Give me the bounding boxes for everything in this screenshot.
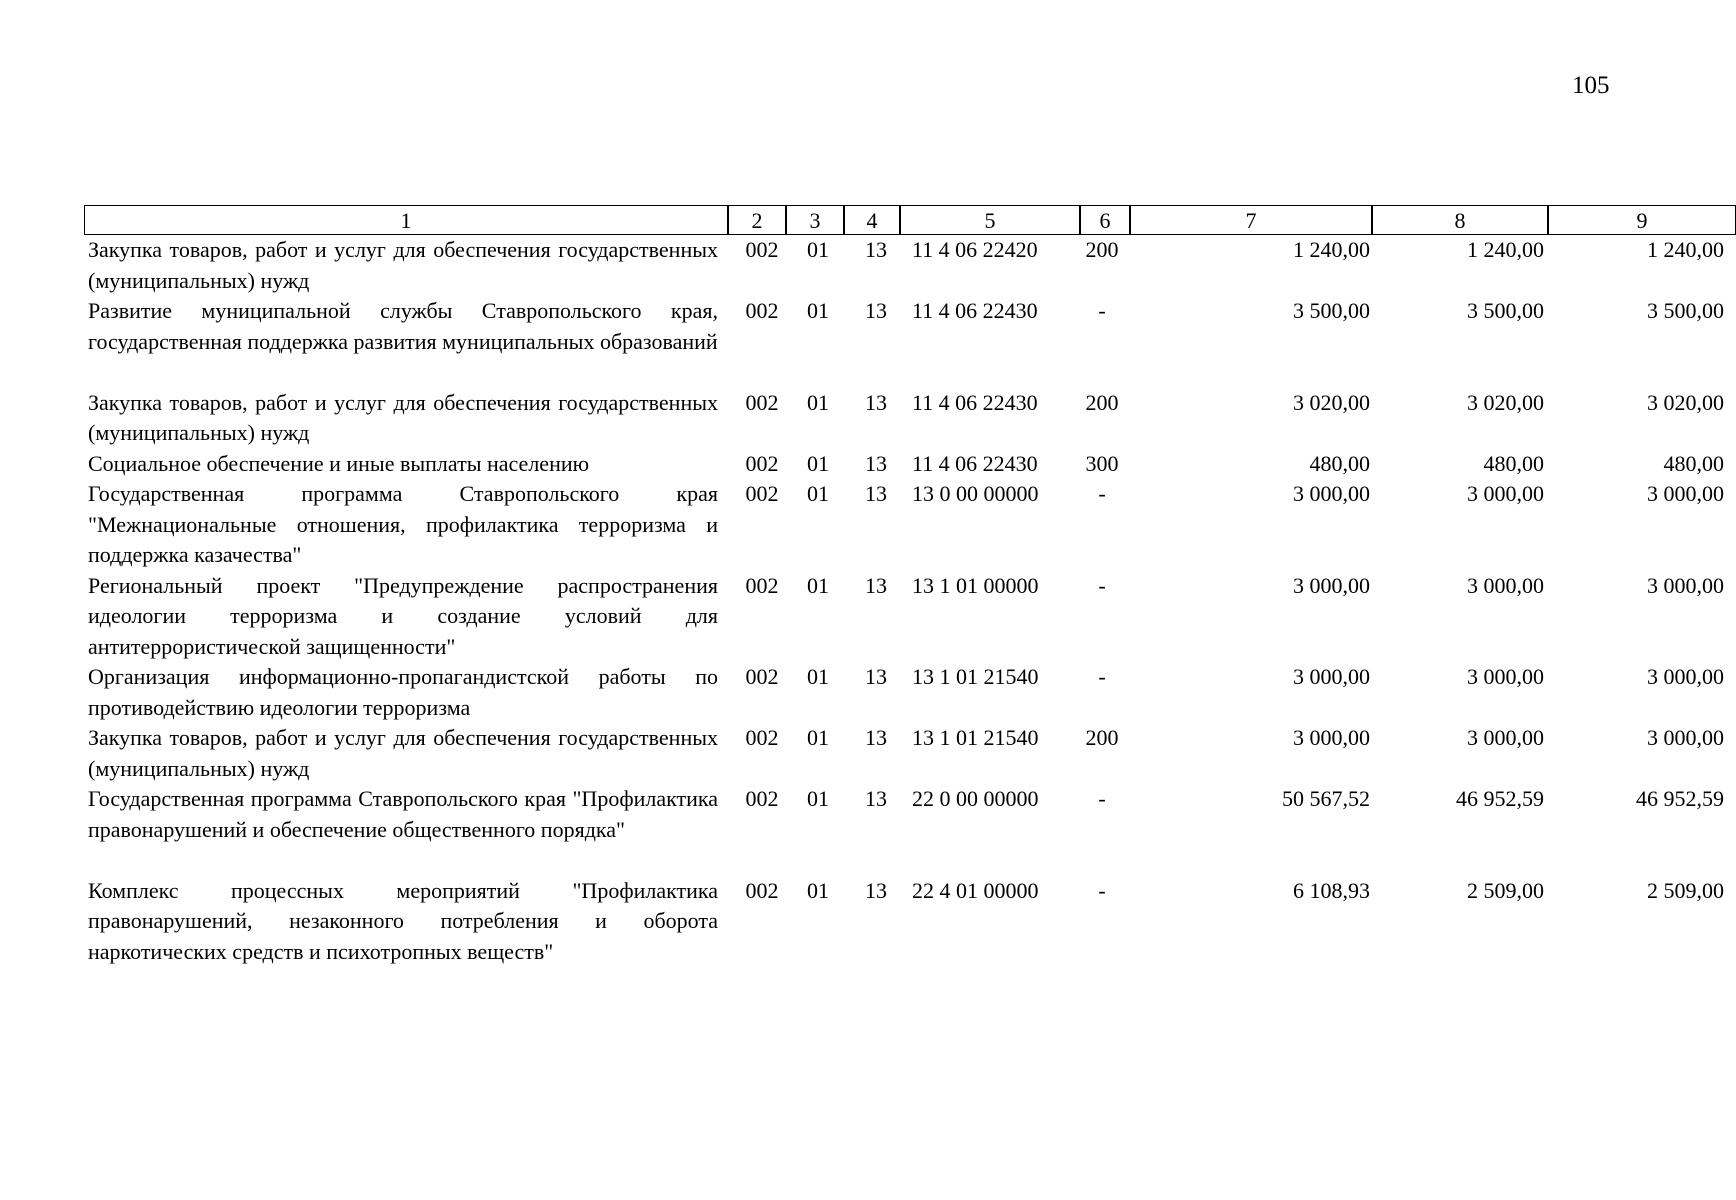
table-row	[84, 876, 1724, 968]
amount-col-9: 3 500,00	[1647, 298, 1724, 323]
code-subsection: 13	[865, 572, 887, 598]
table-row	[84, 571, 1724, 663]
header-col-5: 5	[900, 205, 1080, 235]
code-subsection: 13	[865, 298, 887, 323]
row-name: Закупка товаров, работ и услуг для обеспечения государственных (муниципальных) нужд	[88, 389, 718, 445]
row-name: Государственная программа Ставропольского края "Межнациональные отношения, профилактика терроризма и поддержка казачества"	[88, 481, 718, 567]
code-admin: 002	[745, 481, 779, 506]
amount-col-7: 3 000,00	[1293, 572, 1370, 598]
code-admin: 002	[745, 877, 779, 903]
amount-col-7: 6 108,93	[1293, 877, 1370, 903]
code-admin: 002	[745, 664, 779, 689]
code-target: 13 0 00 00000	[912, 481, 1039, 506]
amount-col-8: 46 952,59	[1456, 786, 1544, 811]
header-col-8: 8	[1372, 205, 1548, 235]
page-number: 105	[1572, 72, 1610, 99]
code-subsection: 13	[865, 481, 887, 506]
code-expense-type: -	[1098, 572, 1106, 598]
amount-col-8: 480,00	[1483, 450, 1544, 476]
amount-col-7: 50 567,52	[1282, 786, 1370, 811]
amount-col-8: 3 500,00	[1467, 298, 1544, 323]
code-admin: 002	[745, 450, 779, 476]
row-name: Государственная программа Ставропольского края "Профилактика правонарушений и обеспечение общественного порядка"	[88, 786, 718, 842]
code-section: 01	[807, 237, 829, 262]
amount-col-9: 3 000,00	[1647, 664, 1724, 689]
table-row	[84, 784, 1724, 876]
code-expense-type: -	[1098, 481, 1106, 506]
row-name: Закупка товаров, работ и услуг для обеспечения государственных (муниципальных) нужд	[88, 237, 718, 293]
table-row	[84, 388, 1724, 449]
table-row	[84, 662, 1724, 723]
code-expense-type: -	[1098, 877, 1106, 903]
code-target: 11 4 06 22420	[912, 237, 1038, 262]
amount-col-8: 3 000,00	[1467, 725, 1544, 750]
code-subsection: 13	[865, 450, 887, 476]
amount-col-8: 3 020,00	[1467, 389, 1544, 415]
code-target: 11 4 06 22430	[912, 450, 1038, 476]
code-admin: 002	[745, 725, 779, 750]
code-section: 01	[807, 450, 829, 476]
code-target: 11 4 06 22430	[912, 389, 1038, 415]
table-header	[84, 205, 1664, 235]
code-section: 01	[807, 389, 829, 415]
amount-col-8: 1 240,00	[1467, 237, 1544, 262]
code-section: 01	[807, 664, 829, 689]
amount-col-9: 480,00	[1663, 450, 1724, 476]
code-expense-type: 200	[1085, 237, 1119, 262]
table-row	[84, 479, 1724, 571]
header-col-2: 2	[728, 205, 786, 235]
code-expense-type: -	[1098, 664, 1106, 689]
header-col-9: 9	[1548, 205, 1736, 235]
code-admin: 002	[745, 572, 779, 598]
code-subsection: 13	[865, 725, 887, 750]
code-admin: 002	[745, 786, 779, 811]
header-col-3: 3	[786, 205, 844, 235]
header-col-4: 4	[844, 205, 900, 235]
code-target: 22 0 00 00000	[912, 786, 1039, 811]
code-section: 01	[807, 572, 829, 598]
amount-col-9: 3 000,00	[1647, 725, 1724, 750]
code-section: 01	[807, 725, 829, 750]
code-subsection: 13	[865, 786, 887, 811]
row-name: Комплекс процессных мероприятий "Профилактика правонарушений, незаконного потребления и оборота наркотических средств и психотропных веществ"	[88, 877, 718, 964]
code-subsection: 13	[865, 664, 887, 689]
table-row	[84, 235, 1724, 296]
code-target: 13 1 01 21540	[912, 725, 1039, 750]
amount-col-9: 1 240,00	[1647, 237, 1724, 262]
code-target: 13 1 01 00000	[912, 572, 1039, 598]
code-section: 01	[807, 481, 829, 506]
code-subsection: 13	[865, 237, 887, 262]
code-expense-type: 200	[1085, 389, 1119, 415]
row-name: Закупка товаров, работ и услуг для обеспечения государственных (муниципальных) нужд	[88, 725, 718, 781]
table-row	[84, 449, 1724, 480]
code-admin: 002	[745, 237, 779, 262]
code-expense-type: 200	[1085, 725, 1119, 750]
code-section: 01	[807, 877, 829, 903]
amount-col-7: 1 240,00	[1293, 237, 1370, 262]
row-name: Социальное обеспечение и иные выплаты населению	[88, 450, 590, 476]
amount-col-9: 2 509,00	[1647, 877, 1724, 903]
amount-col-7: 480,00	[1309, 450, 1370, 476]
code-expense-type: 300	[1085, 450, 1119, 476]
header-col-6: 6	[1080, 205, 1130, 235]
code-subsection: 13	[865, 877, 887, 903]
code-section: 01	[807, 298, 829, 323]
amount-col-9: 3 000,00	[1647, 572, 1724, 598]
table-row	[84, 723, 1724, 784]
amount-col-8: 3 000,00	[1467, 481, 1544, 506]
amount-col-7: 3 000,00	[1293, 481, 1370, 506]
amount-col-9: 46 952,59	[1636, 786, 1724, 811]
table-body	[84, 235, 1724, 967]
row-name: Региональный проект "Предупреждение распространения идеологии терроризма и создание условий для антитеррористической защищенности"	[88, 572, 718, 659]
code-target: 22 4 01 00000	[912, 877, 1039, 903]
row-name: Организация информационно-пропагандистской работы по противодействию идеологии терроризма	[88, 664, 718, 720]
amount-col-8: 2 509,00	[1467, 877, 1544, 903]
code-expense-type: -	[1098, 786, 1106, 811]
amount-col-7: 3 500,00	[1293, 298, 1370, 323]
budget-table	[84, 205, 1724, 967]
code-target: 11 4 06 22430	[912, 298, 1038, 323]
amount-col-7: 3 000,00	[1293, 664, 1370, 689]
amount-col-9: 3 000,00	[1647, 481, 1724, 506]
code-target: 13 1 01 21540	[912, 664, 1039, 689]
table-row	[84, 296, 1724, 388]
amount-col-9: 3 020,00	[1647, 389, 1724, 415]
code-subsection: 13	[865, 389, 887, 415]
header-col-1: 1	[84, 205, 728, 235]
code-admin: 002	[745, 389, 779, 415]
header-col-7: 7	[1130, 205, 1372, 235]
row-name: Развитие муниципальной службы Ставропольского края, государственная поддержка развития муниципальных образований	[88, 298, 718, 354]
code-expense-type: -	[1098, 298, 1106, 323]
code-section: 01	[807, 786, 829, 811]
amount-col-7: 3 020,00	[1293, 389, 1370, 415]
code-admin: 002	[745, 298, 779, 323]
amount-col-8: 3 000,00	[1467, 572, 1544, 598]
amount-col-8: 3 000,00	[1467, 664, 1544, 689]
amount-col-7: 3 000,00	[1293, 725, 1370, 750]
